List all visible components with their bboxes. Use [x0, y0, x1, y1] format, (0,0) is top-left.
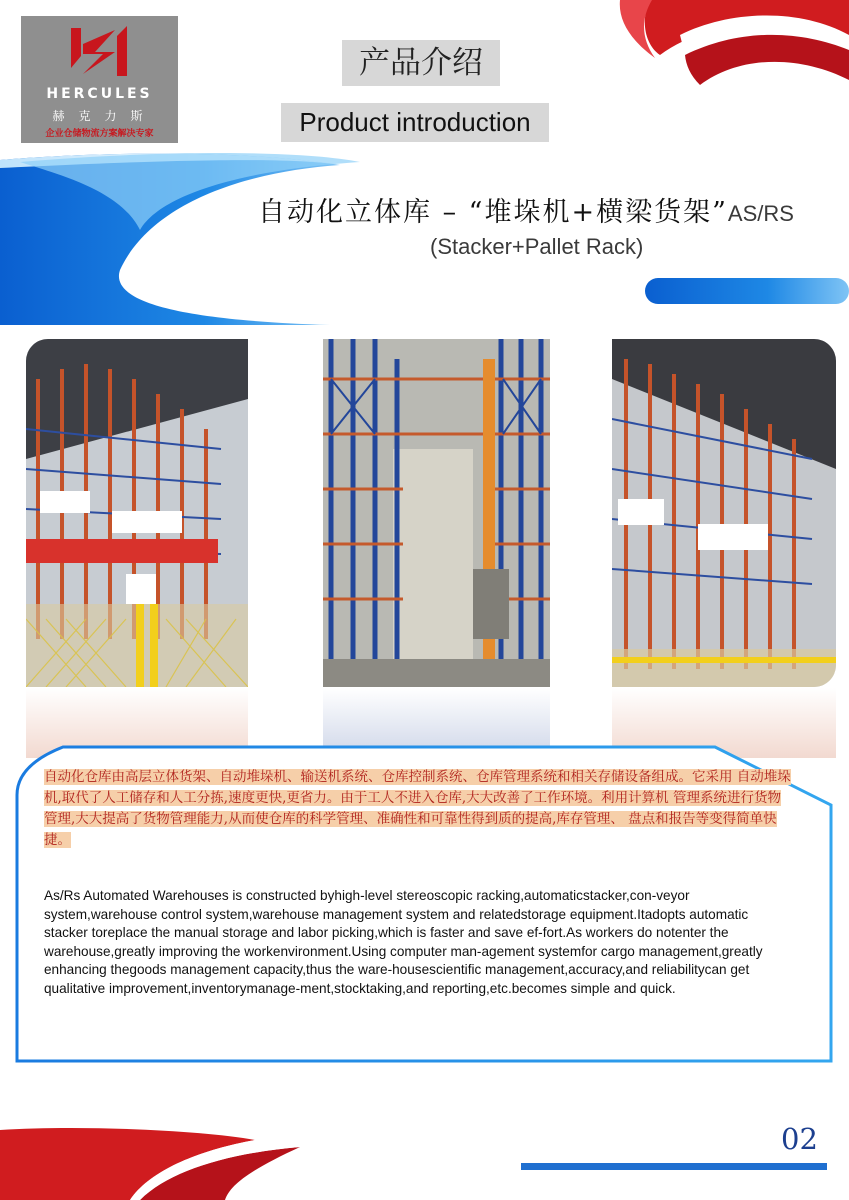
- warehouse-rack-photo-left: [26, 339, 248, 687]
- page-title-chinese: 产品介绍: [342, 40, 500, 86]
- section-title: [258, 190, 794, 229]
- logo-tagline: 企业仓储物流方案解决专家: [45, 129, 154, 139]
- logo-name: HERCULES: [46, 86, 153, 102]
- footer-rule: [521, 1163, 827, 1170]
- warehouse-rack-photo-right: [612, 339, 836, 687]
- body-text-english: As/Rs Automated Warehouses is constructed byhigh-level stereoscopic racking,automaticstacker,con-veyor system,warehouse control system,warehouse management system and relatedstorage equipment.Itadopts automatic stacker toreplace the manual storage and labor picking,which is faster and save ef-fort.As workers do notenter the warehouse,greatly improving the workenvironment.Using computer man-agement systemfor cargo management,greatly enhancing thegoods management capacity,thus the ware-housescientific management,accuracy,and reliabilitycan get qualitative improvement,inventorymanage-ment,stocktaking,and reporting,etc.becomes simple and quick.: [44, 888, 763, 996]
- section-title-english: AS/RS: [727, 201, 794, 226]
- body-text-chinese: [44, 767, 794, 851]
- logo-chinese-name: 赫克力斯: [52, 109, 157, 123]
- warehouse-stacker-photo-center: [323, 339, 550, 687]
- bottom-left-swoosh: [0, 1125, 310, 1200]
- company-logo: [21, 16, 178, 143]
- page-title-english: Product introduction: [281, 103, 549, 142]
- top-right-swoosh: [590, 0, 849, 110]
- section-title-chinese: 自动化立体库 – “堆垛机+横梁货架”: [258, 197, 728, 228]
- blue-banner: [0, 150, 849, 330]
- section-subtitle: (Stacker+Pallet Rack): [430, 234, 644, 259]
- body-text-chinese-content: 自动化仓库由高层立体货架、自动堆垛机、输送机系统、仓库控制系统、仓库管理系统和相关存储设备组成。它采用 自动堆垛机,取代了人工储存和人工分拣,速度更快,更省力。由于工人不进入仓库,大大改善了工作环境。利用计算机 管理系统进行货物管理,大大提高了货物管理能力,从而使仓库的科学管理、准确性和可靠性得到质的提高,库存管理、 盘点和报告等变得简单快捷。: [44, 769, 791, 848]
- logo-mark-icon: [69, 24, 129, 80]
- page-number: 02: [781, 1122, 818, 1156]
